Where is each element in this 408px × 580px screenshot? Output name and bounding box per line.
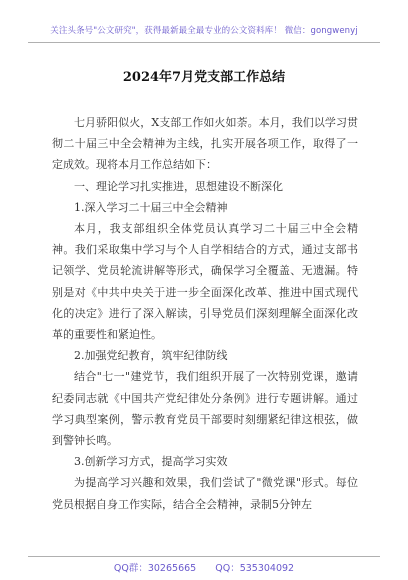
subsection-heading: 1.深入学习二十届三中全会精神 [74, 200, 228, 214]
body-paragraph: 为提高学习兴趣和效果，我们尝试了"微党课"形式。每位党员根据自身工作实际，结合全会精神，录制5分钟左 [52, 476, 358, 511]
subsection-heading: 2.加强党纪教育，筑牢纪律防线 [74, 349, 228, 363]
footer-qq-group: QQ群：30265665 [113, 563, 197, 574]
document-title: 2024年7月党支部工作总结 [122, 70, 286, 85]
header-divider [28, 42, 380, 43]
footer-divider [28, 556, 380, 557]
footer [0, 560, 408, 574]
section-heading: 一、理论学习扎实推进，思想建设不断深化 [74, 179, 283, 193]
body-paragraph: 本月，我支部组织全体党员认真学习二十届三中全会精神。我们采取集中学习与个人自学相结合的方式，通过支部书记领学、党员轮流讲解等形式，确保学习全覆盖、无遗漏。特别是对《中共中央关于进一步全面深化改革、推进中国式现代化的决定》进行了深入解读，引导党员们深刻理解全面深化改革的重要性和紧迫性。 [52, 222, 358, 342]
body-paragraph: 结合"七一"建党节，我们组织开展了一次特别党课，邀请纪委同志就《中国共产党纪律处分条例》进行专题讲解。通过学习典型案例，警示教育党员干部要时刻绷紧纪律这根弦，做到警钟长鸣。 [52, 370, 358, 448]
subsection-heading: 3.创新学习方式，提高学习实效 [74, 455, 228, 469]
footer-qq: QQ：535304092 [215, 563, 295, 574]
header-banner: 关注头条号"公文研究"，获得最新最全最专业的公文资料库！ 微信：gongwenyj [50, 26, 358, 36]
document-body [52, 112, 358, 515]
intro-paragraph: 七月骄阳似火，X支部工作如火如荼。本月，我们以学习贯彻二十届三中全会精神为主线，扎实开展各项工作，取得了一定成效。现将本月工作总结如下： [52, 116, 358, 172]
